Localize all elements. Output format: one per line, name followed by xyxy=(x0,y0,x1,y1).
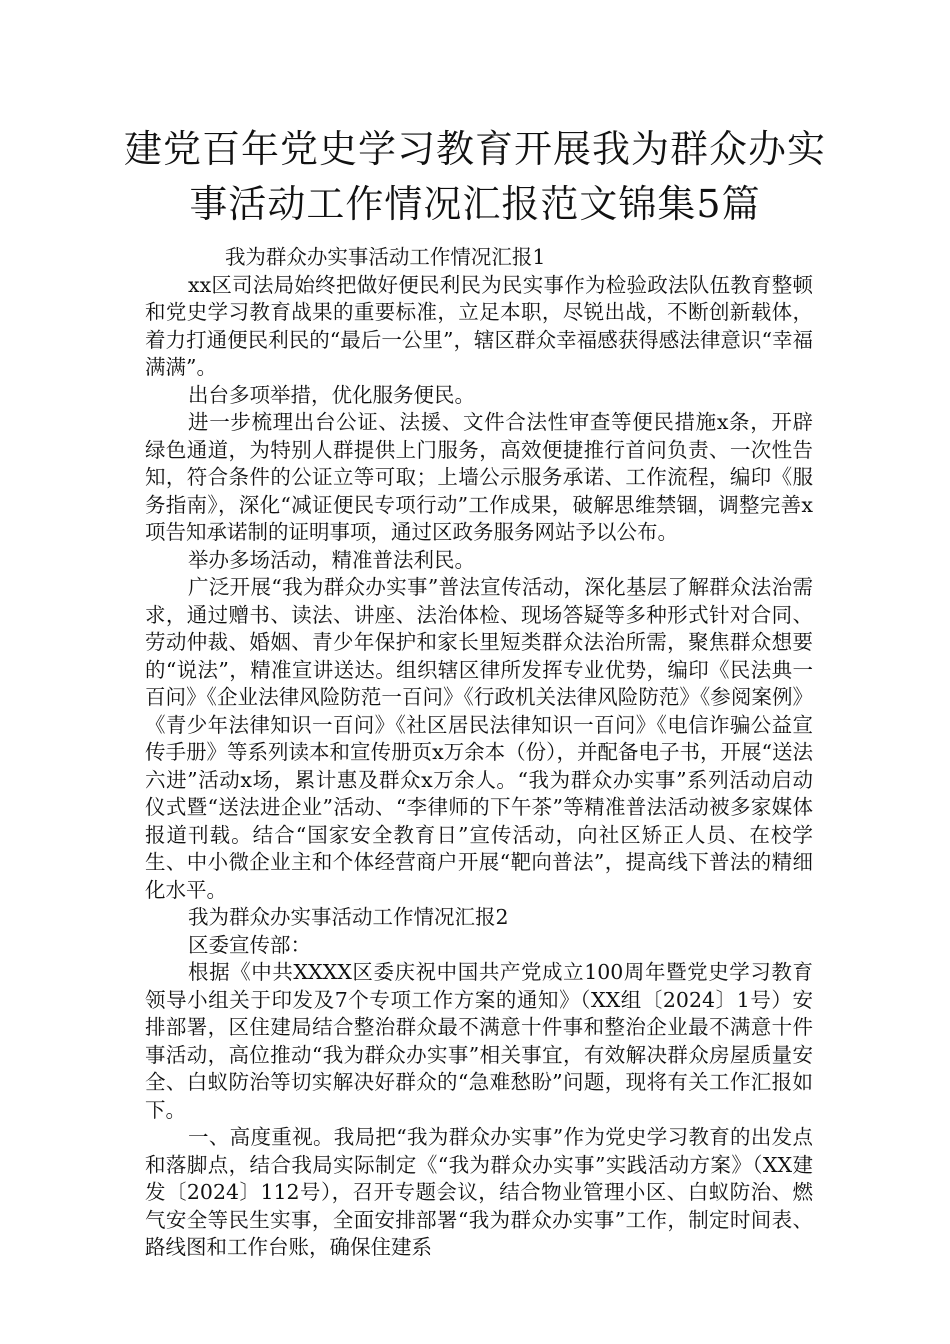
paragraph: 根据《中共XXXX区委庆祝中国共产党成立100周年暨党史学习教育领导小组关于印发及7个专项工作方案的通知》（XX组〔2024〕1号）安排部署，区住建局结合整治群众最不满意十件事和整治企业最不满意十件事活动，高位推动“我为群众办实事”相关事宜，有效解决群众房屋质量安全、白蚁防治等切实解决好群众的“急难愁盼”问题，现将有关工作汇报如下。 xyxy=(145,960,813,1122)
section-heading-1: 我为群众办实事活动工作情况汇报1 xyxy=(224,245,546,269)
paragraph-subtitle: 出台多项举措，优化服务便民。 xyxy=(188,382,476,407)
document-body xyxy=(145,244,813,1262)
section-heading-2: 我为群众办实事活动工作情况汇报2 xyxy=(188,905,509,929)
paragraph: xx区司法局始终把做好便民利民为民实事作为检验政法队伍教育整顿和党史学习教育战果的重要标准，立足本职，尽锐出战，不断创新载体，着力打通便民利民的“最后一公里”，辖区群众幸福感获得感法律意识“幸福满满”。 xyxy=(145,272,813,379)
paragraph: 一、高度重视。我局把“我为群众办实事”作为党史学习教育的出发点和落脚点，结合我局实际制定《“我为群众办实事”实践活动方案》（XX建发〔2024〕112号），召开专题会议，结合物业管理小区、白蚁防治、燃气安全等民生实事，全面安排部署“我为群众办实事”工作，制定时间表、路线图和工作台账，确保住建系 xyxy=(145,1125,813,1259)
paragraph: 进一步梳理出台公证、法援、文件合法性审查等便民措施x条，开辟绿色通道，为特别人群提供上门服务，高效便捷推行首问负责、一次性告知，符合条件的公证立等可取；上墙公示服务承诺、工作流程，编印《服务指南》，深化“减证便民专项行动”工作成果，破解思维禁锢，调整完善x项告知承诺制的证明事项，通过区政务服务网站予以公布。 xyxy=(145,410,813,544)
paragraph-subtitle: 举办多场活动，精准普法利民。 xyxy=(188,547,476,572)
addressee: 区委宣传部： xyxy=(188,932,312,957)
paragraph: 广泛开展“我为群众办实事”普法宣传活动，深化基层了解群众法治需求，通过赠书、读法、讲座、法治体检、现场答疑等多种形式针对合同、劳动仲裁、婚姻、青少年保护和家长里短类群众法治所需，聚焦群众想要的“说法”，精准宣讲送达。组织辖区律所发挥专业优势，编印《民法典一百问》《企业法律风险防范一百问》《行政机关法律风险防范》《参阅案例》《青少年法律知识一百问》《社区居民法律知识一百问》《电信诈骗公益宣传手册》等系列读本和宣传册页x万余本（份），并配备电子书，开展“送法六进”活动x场，累计惠及群众x万余人。“我为群众办实事”系列活动启动仪式暨“送法进企业”活动、“李律师的下午茶”等精准普法活动被多家媒体报道刊载。结合“国家安全教育日”宣传活动，向社区矫正人员、在校学生、中小微企业主和个体经营商户开展“靶向普法”，提高线下普法的精细化水平。 xyxy=(145,575,813,902)
document-title: 建党百年党史学习教育开展我为群众办实事活动工作情况汇报范文锦集5篇 xyxy=(123,127,826,226)
